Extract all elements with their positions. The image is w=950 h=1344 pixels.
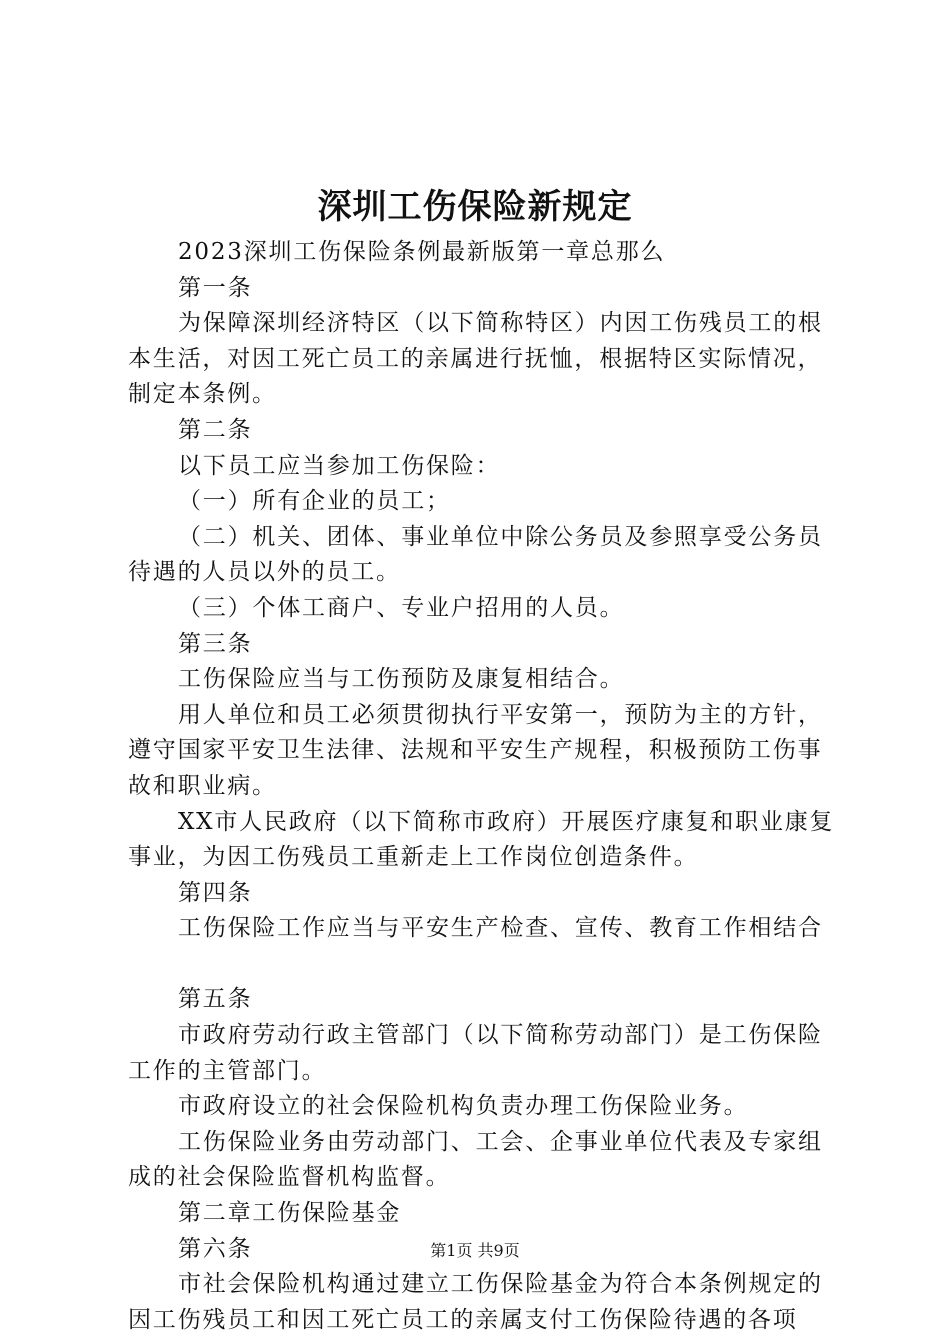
paragraph: 为保障深圳经济特区（以下简称特区）内因工伤残员工的根本生活，对因工死亡员工的亲属进行抚恤，根据特区实际情况，制定本条例。 xyxy=(128,310,823,408)
article-heading: 第四条 xyxy=(178,879,253,906)
list-item: （三）个体工商户、专业户招用的人员。 xyxy=(178,594,625,621)
paragraph: 市政府设立的社会保险机构负责办理工伤保险业务。 xyxy=(178,1093,749,1120)
page-footer: 第1页 共9页 xyxy=(430,1241,520,1260)
paragraph: 用人单位和员工必须贯彻执行平安第一，预防为主的方针，遵守国家平安卫生法律、法规和平安生产规程，积极预防工伤事故和职业病。 xyxy=(128,701,823,799)
list-item: （二）机关、团体、事业单位中除公务员及参照享受公务员待遇的人员以外的员工。 xyxy=(128,523,823,586)
paragraph: 工伤保险工作应当与平安生产检查、宣传、教育工作相结合 xyxy=(178,915,823,942)
article-heading: 第五条 xyxy=(178,986,253,1013)
article-heading: 第六条 xyxy=(178,1235,253,1262)
blank-line xyxy=(128,947,838,983)
list-item: （一）所有企业的员工； xyxy=(178,488,451,515)
article-heading: 第二条 xyxy=(178,416,253,443)
paragraph: 市社会保险机构通过建立工伤保险基金为符合本条例规定的因工伤残员工和因工死亡员工的亲属支付工伤保险待遇的各项 xyxy=(128,1271,823,1333)
article-heading: 第一条 xyxy=(178,274,253,301)
paragraph: 工伤保险应当与工伤预防及康复相结合。 xyxy=(178,666,625,693)
paragraph: 2023深圳工伤保险条例最新版第一章总那么 xyxy=(178,239,666,265)
document-title: 深圳工伤保险新规定 xyxy=(317,187,633,227)
document-body xyxy=(128,235,838,1338)
paragraph: 市政府劳动行政主管部门（以下简称劳动部门）是工伤保险工作的主管部门。 xyxy=(128,1022,823,1084)
chapter-heading: 第二章工伤保险基金 xyxy=(178,1200,402,1227)
paragraph: 以下员工应当参加工伤保险： xyxy=(178,452,501,479)
article-heading: 第三条 xyxy=(178,630,253,657)
paragraph: 工伤保险业务由劳动部门、工会、企事业单位代表及专家组成的社会保险监督机构监督。 xyxy=(128,1128,823,1191)
paragraph: XX市人民政府（以下简称市政府）开展医疗康复和职业康复事业，为因工伤残员工重新走上工作岗位创造条件。 xyxy=(128,808,835,871)
